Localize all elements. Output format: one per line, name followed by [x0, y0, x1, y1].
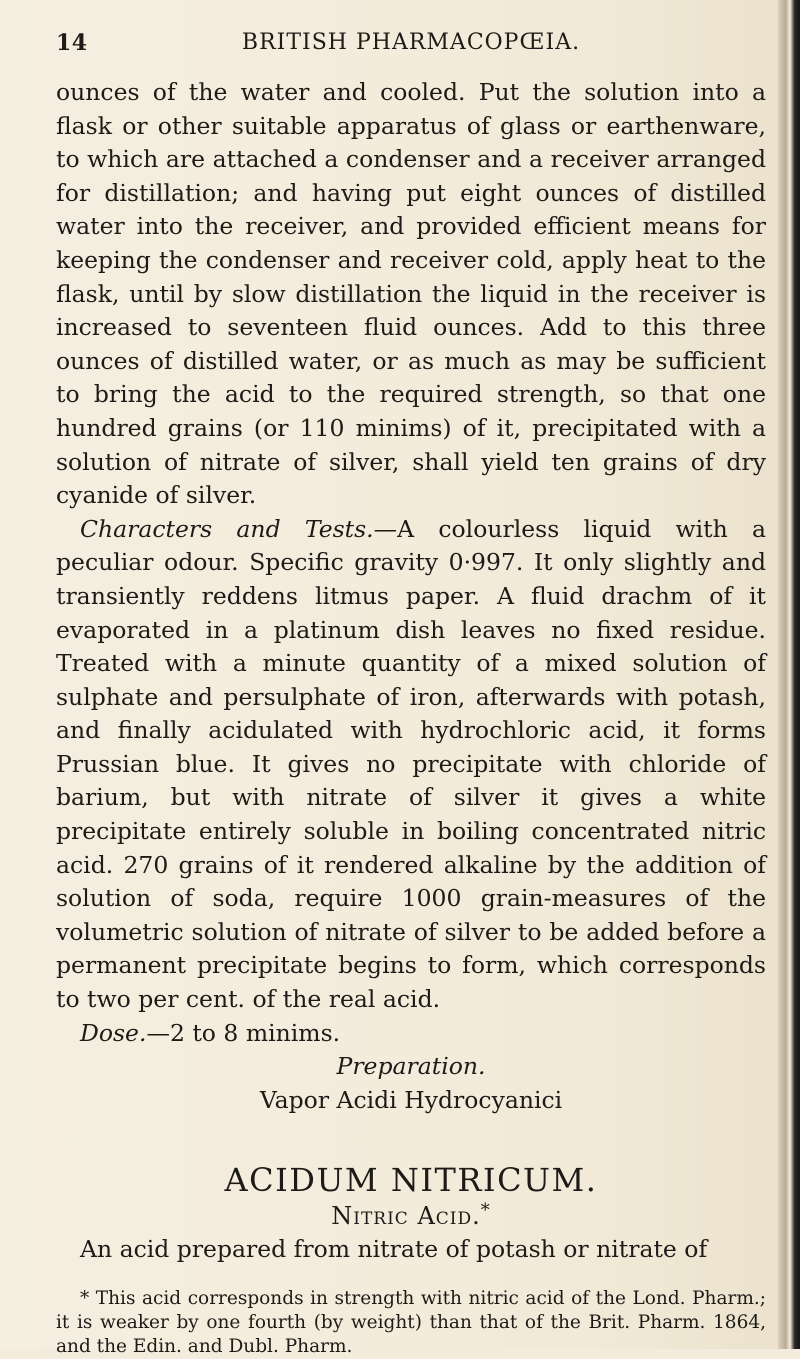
- monograph-subtitle-text: Nitric Acid.: [331, 1202, 481, 1231]
- footnote-mark: *: [80, 1288, 90, 1309]
- preparation-item: Vapor Acidi Hydrocyanici: [259, 1085, 563, 1114]
- dose-heading: Dose.: [80, 1018, 147, 1047]
- footnote-text: This acid corresponds in strength with nitric acid of the Lond. Pharm.; it is weaker by one fourth (by weight) than that of the Brit. Pharm. 1864, and the Edin. and Dubl. Pharm.: [56, 1288, 766, 1357]
- running-title: BRITISH PHARMACOPŒIA.: [241, 30, 581, 55]
- page-content: [56, 76, 766, 1359]
- characters-and-tests-paragraph: [56, 513, 766, 1017]
- preparation-heading: Preparation.: [336, 1052, 486, 1081]
- monograph-intro: An acid prepared from nitrate of potash or nitrate of: [80, 1235, 708, 1264]
- tests-heading: Characters and Tests.: [80, 514, 374, 543]
- monograph-subtitle: [56, 1199, 766, 1233]
- footnote: [56, 1287, 766, 1359]
- preparation-paragraph: ounces of the water and cooled. Put the solution into a flask or other suitable apparatus of glass or earthenware, to which are attached a condenser and a receiver arranged for distillation; and having put eight ounces of distilled water into the receiver, and provided efficient means for keeping the condenser and receiver cold, apply heat to the flask, until by slow distillation the liquid in the receiver is increased to seventeen fluid ounces. Add to this three ounces of distilled water, or as much as may be sufficient to bring the acid to the required strength, so that one hundred grains (or 110 minims) of it, precipitated with a solution of nitrate of silver, shall yield ten grains of dry cyanide of silver.: [56, 78, 766, 510]
- monograph-title: ACIDUM NITRICUM.: [224, 1161, 598, 1200]
- page-header: [56, 30, 766, 60]
- dose-line: [56, 1017, 766, 1051]
- page-edge-shadow: [778, 0, 800, 1349]
- dose-text: —2 to 8 minims.: [146, 1018, 341, 1047]
- footnote-reference-mark: *: [480, 1200, 491, 1222]
- page-number: 14: [56, 30, 88, 56]
- tests-text: —A colourless liquid with a peculiar odour. Specific gravity 0·997. It only slightly and transiently reddens litmus paper. A fluid drachm of it evaporated in a platinum dish leaves no fixed residue. Treated with a minute quantity of a mixed solution of sulphate and persulphate of iron, afterwards with potash, and finally acidulated with hydrochloric acid, it forms Prussian blue. It gives no precipitate with chloride of barium, but with nitrate of silver it gives a white precipitate entirely soluble in boiling concentrated nitric acid. 270 grains of it rendered alkaline by the addition of solution of soda, require 1000 grain-measures of the volumetric solution of nitrate of silver to be added before a permanent precipitate begins to form, which corresponds to two per cent. of the real acid.: [56, 514, 766, 1014]
